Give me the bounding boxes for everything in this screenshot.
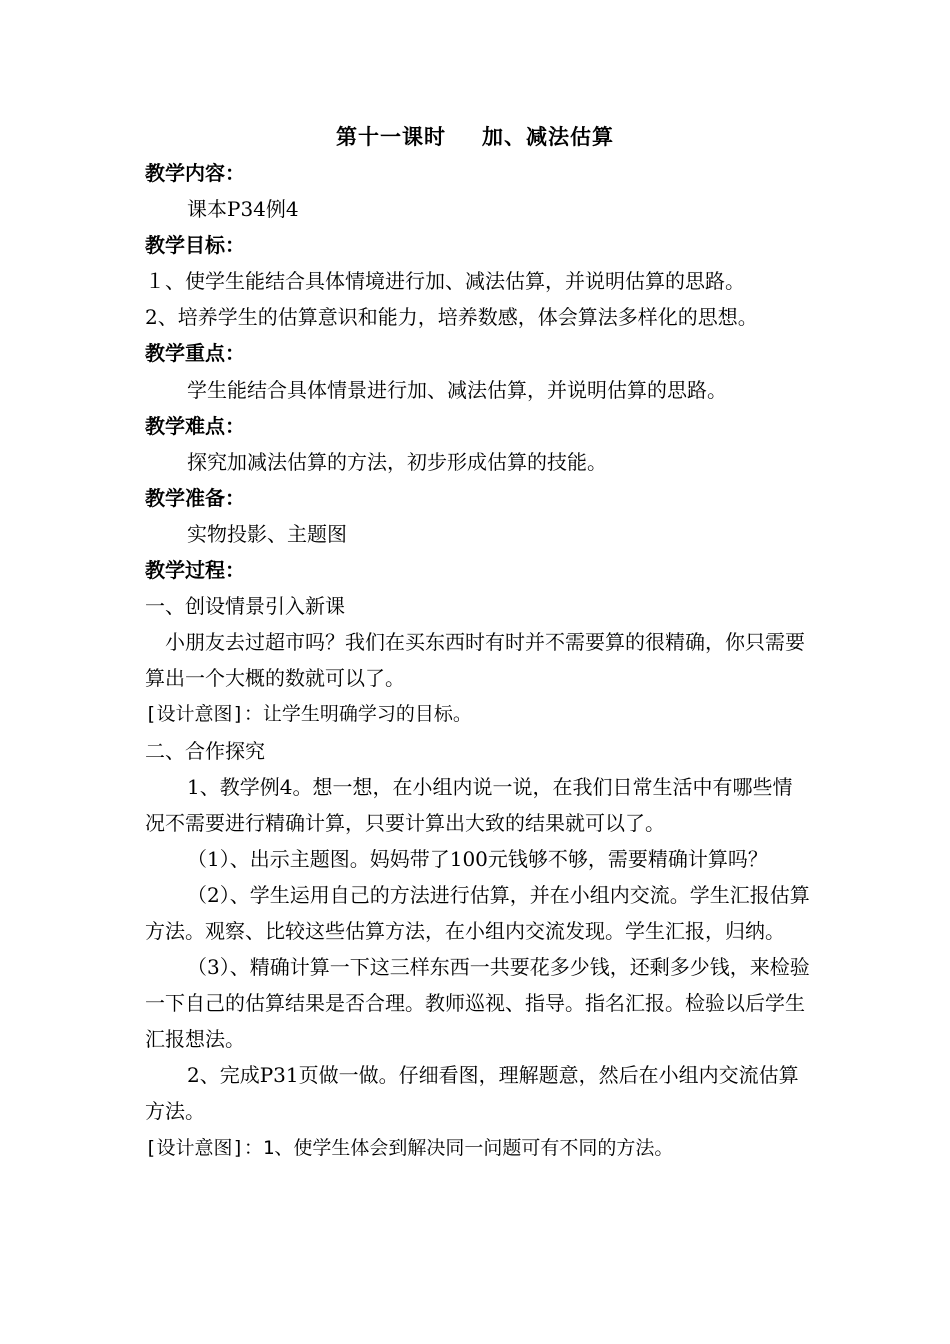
goal-item-1: １、使学生能结合具体情境进行加、减法估算，并说明估算的思路。 xyxy=(145,269,745,294)
lesson-number: 第十一课时 xyxy=(336,125,446,149)
design-note-2: [设计意图]：1、使学生体会到解决同一问题可有不同的方法。 xyxy=(145,1136,674,1159)
difficulty-text: 探究加减法估算的方法，初步形成估算的技能。 xyxy=(187,449,607,474)
section-2-sub-2: （2）、学生运用自己的方法进行估算，并在小组内交流。学生汇报估算方法。观察、比较这些估算方法，在小组内交流发现。学生汇报，归纳。 xyxy=(145,882,810,943)
goal-heading: 教学目标： xyxy=(145,233,245,258)
key-point-heading: 教学重点： xyxy=(145,341,245,366)
goal-item-2: 2、培养学生的估算意识和能力，培养数感，体会算法多样化的思想。 xyxy=(145,305,758,330)
preparation-heading: 教学准备： xyxy=(145,485,245,510)
document-body xyxy=(145,155,810,1166)
page-title xyxy=(0,120,950,154)
process-heading: 教学过程： xyxy=(145,558,245,583)
lesson-topic: 加、减法估算 xyxy=(482,125,614,149)
section-1-paragraph: 小朋友去过超市吗？我们在买东西时有时并不需要算的很精确，你只需要算出一个大概的数就可以了。 xyxy=(145,630,805,691)
design-note-1: [设计意图]：让学生明确学习的目标。 xyxy=(145,703,472,726)
section-2-sub-3: （3）、精确计算一下这三样东西一共要花多少钱，还剩多少钱，来检验一下自己的估算结果是否合理。教师巡视、指导。指名汇报。检验以后学生汇报想法。 xyxy=(145,955,810,1052)
section-2-sub-1: （1）、出示主题图。妈妈带了100元钱够不够，需要精确计算吗？ xyxy=(187,846,768,871)
key-point-text: 学生能结合具体情景进行加、减法估算，并说明估算的思路。 xyxy=(187,377,727,402)
difficulty-heading: 教学难点： xyxy=(145,413,245,438)
section-2-title: 二、合作探究 xyxy=(145,738,265,763)
preparation-text: 实物投影、主题图 xyxy=(187,521,347,546)
section-2-item-2: 2、完成P31页做一做。仔细看图，理解题意，然后在小组内交流估算方法。 xyxy=(145,1063,799,1124)
content-heading: 教学内容： xyxy=(145,161,245,185)
section-2-item-1: 1、教学例4。想一想，在小组内说一说，在我们日常生活中有哪些情况不需要进行精确计算，只要计算出大致的结果就可以了。 xyxy=(145,774,793,835)
section-1-title: 一、创设情景引入新课 xyxy=(145,594,345,619)
content-text: 课本P34例4 xyxy=(187,197,299,222)
